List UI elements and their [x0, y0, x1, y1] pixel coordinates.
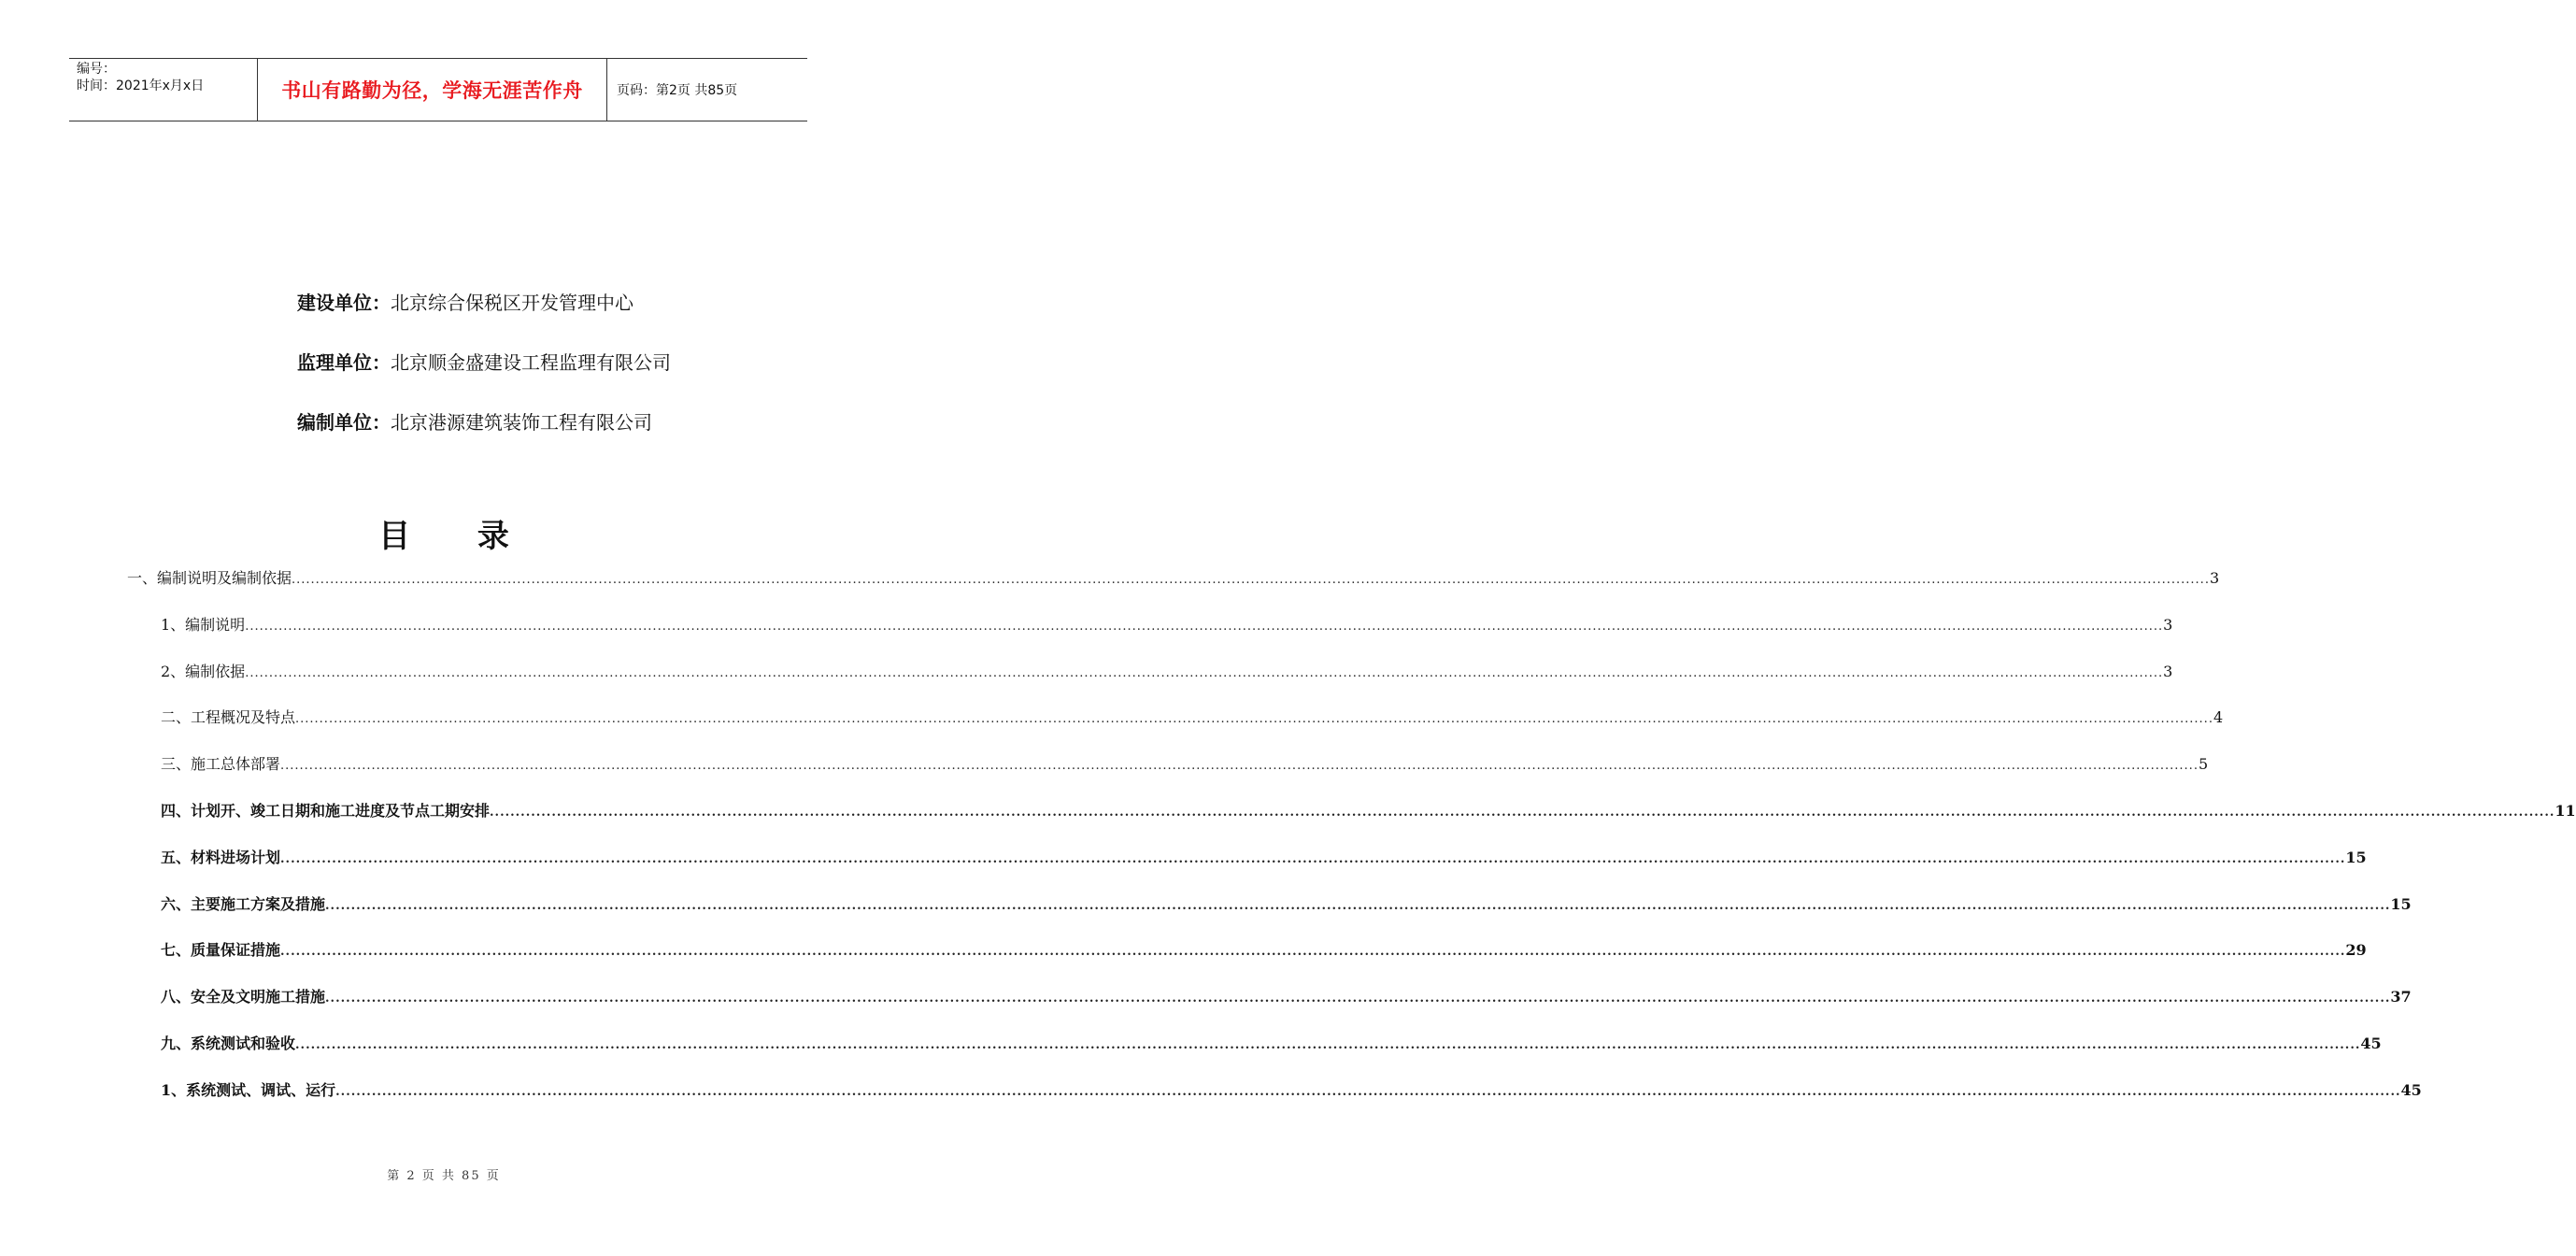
toc-entry[interactable] — [161, 1032, 2382, 1052]
toc-dot-leader: ................................................................................................................................................................................................................................................................................................................................................................................................................ — [245, 619, 2164, 634]
toc-entry-label: 四、计划开、竣工日期和施工进度及节点工期安排 — [161, 802, 491, 820]
unit-colon: ： — [372, 291, 391, 314]
unit-value: 北京综合保税区开发管理中心 — [391, 291, 633, 314]
toc-entry-page: 5 — [2198, 755, 2209, 774]
unit-label: 编制单位 — [297, 410, 372, 434]
toc-entry-label: 1、编制说明 — [161, 615, 246, 634]
unit-row — [297, 331, 671, 391]
toc-dot-leader: ................................................................................................................................................................................................................................................................................................................................................................................................................ — [292, 573, 2210, 587]
toc-entry[interactable] — [161, 846, 2367, 866]
toc-entry-page: 3 — [2209, 569, 2220, 587]
toc-dot-leader: ................................................................................................................................................................................................................................................................................................................................................................................................................ — [490, 806, 2555, 820]
toc-entry-page: 11 — [2555, 802, 2576, 820]
page-footer: 第 2 页 共 85 页 — [387, 1169, 501, 1183]
toc-entry-label: 三、施工总体部署 — [161, 755, 281, 774]
unit-colon: ： — [372, 350, 391, 374]
toc-entry-page: 37 — [2390, 988, 2412, 1006]
toc-entry-page: 29 — [2345, 941, 2367, 960]
header-motto-cell — [258, 59, 607, 121]
number-label: 编号： — [77, 62, 116, 77]
toc-dot-leader: ................................................................................................................................................................................................................................................................................................................................................................................................................ — [280, 945, 2346, 960]
toc-dot-leader: ................................................................................................................................................................................................................................................................................................................................................................................................................ — [245, 665, 2164, 680]
toc-title: 目 录 — [378, 518, 537, 555]
toc-entry[interactable] — [161, 985, 2412, 1006]
toc-entry[interactable] — [161, 752, 2209, 774]
toc-entry[interactable] — [161, 799, 2576, 820]
toc-entry[interactable] — [161, 660, 2173, 680]
toc-entry-page: 4 — [2213, 708, 2224, 727]
toc-entry[interactable] — [161, 706, 2224, 727]
toc-entry-label: 八、安全及文明施工措施 — [161, 988, 326, 1006]
toc-entry-page: 15 — [2345, 848, 2367, 866]
toc-dot-leader: ................................................................................................................................................................................................................................................................................................................................................................................................................ — [325, 992, 2391, 1006]
header-page-info — [607, 59, 807, 121]
toc-entry-label: 2、编制依据 — [161, 662, 246, 680]
toc-dot-leader: ................................................................................................................................................................................................................................................................................................................................................................................................................ — [280, 759, 2199, 774]
toc-entry-label: 七、质量保证措施 — [161, 941, 281, 960]
unit-colon: ： — [372, 410, 391, 434]
toc-entry-label: 二、工程概况及特点 — [161, 708, 296, 727]
unit-value: 北京港源建筑装饰工程有限公司 — [391, 410, 652, 434]
unit-row — [297, 271, 671, 331]
toc-entry-label: 六、主要施工方案及措施 — [161, 894, 326, 913]
toc-entry-label: 九、系统测试和验收 — [161, 1035, 296, 1052]
toc-dot-leader: ................................................................................................................................................................................................................................................................................................................................................................................................................ — [295, 1038, 2361, 1052]
motto: 书山有路勤为径，学海无涯苦作舟 — [281, 79, 583, 102]
unit-row — [297, 391, 671, 450]
toc-entry[interactable] — [161, 1078, 2422, 1099]
toc-entry[interactable] — [161, 938, 2367, 960]
toc-entry-page: 3 — [2163, 615, 2173, 634]
page-header — [69, 58, 807, 121]
header-meta — [69, 59, 258, 121]
toc-dot-leader: ................................................................................................................................................................................................................................................................................................................................................................................................................ — [335, 1084, 2401, 1099]
toc-entry-page: 3 — [2163, 662, 2173, 680]
toc-entry-label: 一、编制说明及编制依据 — [127, 569, 292, 587]
toc-dot-leader: ................................................................................................................................................................................................................................................................................................................................................................................................................ — [295, 712, 2213, 727]
toc-entry-page: 45 — [2400, 1080, 2422, 1099]
toc-entry-label: 1、系统测试、调试、运行 — [161, 1080, 336, 1099]
toc-dot-leader: ................................................................................................................................................................................................................................................................................................................................................................................................................ — [280, 851, 2346, 866]
toc-entry[interactable] — [161, 613, 2173, 634]
time-label: 时间：2021年x月x日 — [77, 78, 205, 93]
toc-dot-leader: ................................................................................................................................................................................................................................................................................................................................................................................................................ — [325, 898, 2391, 913]
toc-entry[interactable] — [127, 566, 2220, 587]
organization-units — [297, 271, 671, 450]
unit-label: 建设单位 — [297, 291, 372, 314]
toc-entry-page: 15 — [2390, 894, 2412, 913]
page-info: 页码：第2页 共85页 — [617, 83, 738, 98]
toc-entry-page: 45 — [2360, 1035, 2382, 1052]
unit-value: 北京顺金盛建设工程监理有限公司 — [391, 350, 671, 374]
toc-entry[interactable] — [161, 892, 2412, 913]
unit-label: 监理单位 — [297, 350, 372, 374]
toc-entry-label: 五、材料进场计划 — [161, 848, 281, 866]
